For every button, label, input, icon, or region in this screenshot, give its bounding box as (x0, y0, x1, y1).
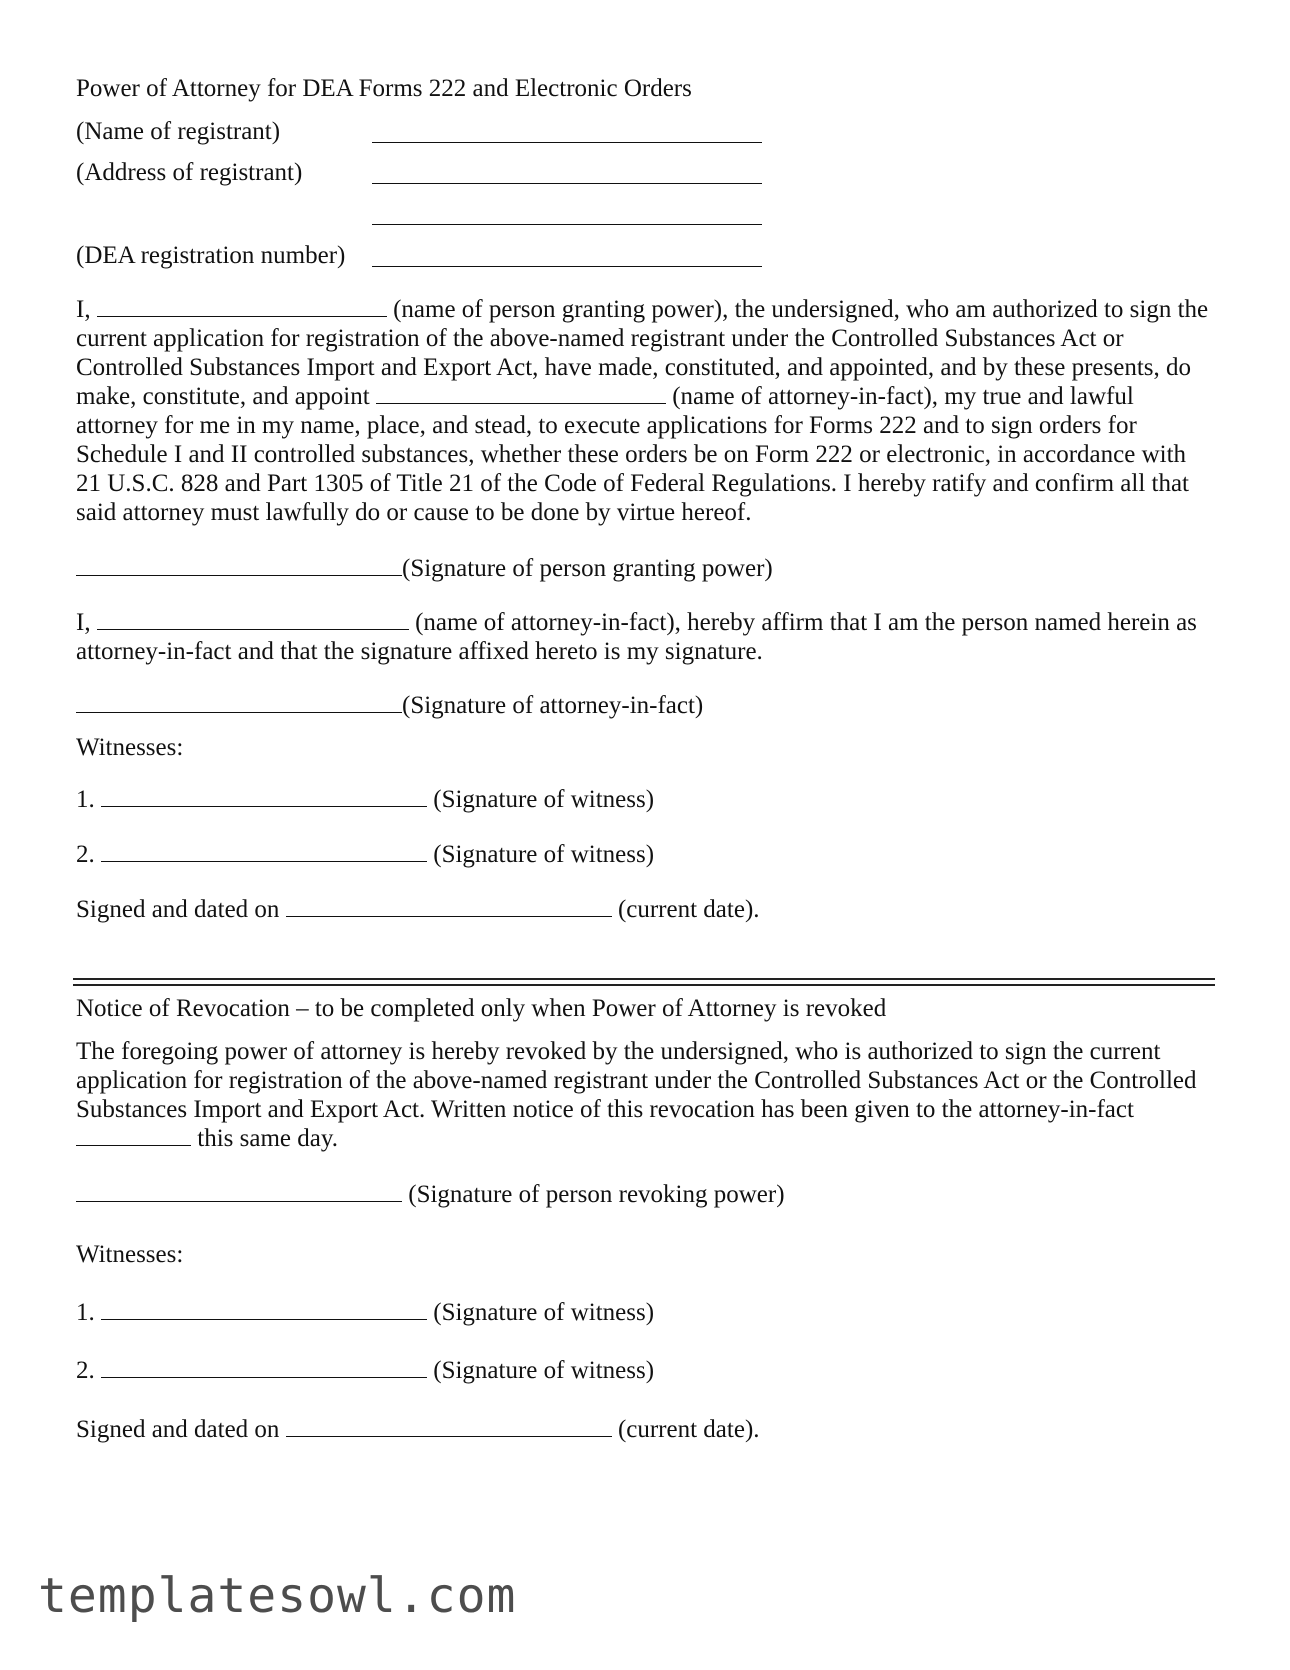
grantor-name-field[interactable] (97, 316, 387, 317)
revocation-notice-field[interactable] (76, 1145, 191, 1146)
revocation-signed-dated-label: Signed and dated on (76, 1416, 280, 1443)
witness-1-number: 1. (76, 786, 95, 813)
signed-dated-row (76, 895, 760, 924)
address-of-registrant-field-line-1[interactable] (372, 183, 762, 184)
signature-attorney-field[interactable] (76, 712, 402, 713)
affirm-prefix: I, (76, 609, 91, 636)
signed-dated-label: Signed and dated on (76, 896, 280, 923)
current-date-label: (current date). (617, 896, 760, 923)
signature-granting-field[interactable] (76, 575, 402, 576)
address-of-registrant-label: (Address of registrant) (76, 159, 303, 186)
signature-attorney-label: (Signature of attorney-in-fact) (402, 692, 704, 719)
witnesses-label: Witnesses: (76, 734, 184, 761)
signature-revoking-field[interactable] (76, 1201, 402, 1202)
grant-prefix: I, (76, 296, 91, 323)
revocation-witness-2-row (76, 1356, 654, 1385)
dea-registration-number-field[interactable] (372, 266, 762, 267)
templatesowl-watermark: templatesowl.com (38, 1568, 517, 1624)
section-divider-top (73, 978, 1215, 980)
signature-revoking-label: (Signature of person revoking power) (408, 1181, 785, 1208)
signature-attorney-row (76, 691, 703, 720)
signature-revoking-row (76, 1180, 785, 1209)
form-title: Power of Attorney for DEA Forms 222 and Electronic Orders (76, 75, 692, 102)
revocation-signed-date-field[interactable] (286, 1436, 612, 1437)
witness-1-row (76, 785, 654, 814)
affirm-paragraph (76, 608, 1216, 666)
name-of-registrant-field[interactable] (372, 142, 762, 143)
revocation-witness-1-number: 1. (76, 1299, 95, 1326)
signature-granting-row (76, 554, 773, 583)
grant-text-2: (name of attorney-in-fact), my true and lawful attorney for me in my name, place, and stead, to execute applications for Forms 222 and to sign orders for Schedule I and II controlled substances, whether these orders be on Form 222 or electronic, in accordance with 21 U.S.C. 828 and Part 1305 of Title 21 of the Code of Federal Regulations. I hereby ratify and confirm all that said attorney must lawfully do or cause to be done by virtue hereof. (76, 383, 1190, 526)
witness-2-row (76, 840, 654, 869)
revocation-body: The foregoing power of attorney is hereby revoked by the undersigned, who is authorized to sign the current application for registration of the above-named registrant under the Controlled Substances Act or the Controlled Substances Import and Export Act. Written notice of this revocation has been given to the attorney-in-fact (76, 1038, 1197, 1123)
witness-2-signature-field[interactable] (101, 861, 427, 862)
dea-registration-number-label: (DEA registration number) (76, 242, 346, 269)
revocation-witness-1-row (76, 1298, 654, 1327)
revocation-witness-1-label: (Signature of witness) (433, 1299, 655, 1326)
signed-date-field[interactable] (286, 916, 612, 917)
revocation-body-end: this same day. (197, 1125, 338, 1152)
address-of-registrant-field-line-2[interactable] (372, 224, 762, 225)
revocation-witness-1-signature-field[interactable] (101, 1319, 427, 1320)
witness-2-number: 2. (76, 841, 95, 868)
revocation-title: Notice of Revocation – to be completed only when Power of Attorney is revoked (76, 995, 887, 1022)
grant-paragraph (76, 295, 1216, 527)
name-of-registrant-label: (Name of registrant) (76, 118, 281, 145)
witness-1-signature-field[interactable] (101, 806, 427, 807)
affirm-text: (name of attorney-in-fact), hereby affirm that I am the person named herein as attorney-in-fact and that the signature affixed hereto is my signature. (76, 609, 1197, 665)
revocation-paragraph (76, 1037, 1216, 1153)
witness-1-label: (Signature of witness) (433, 786, 655, 813)
attorney-in-fact-name-field[interactable] (376, 403, 666, 404)
section-divider-bottom (73, 984, 1215, 986)
revocation-witness-2-label: (Signature of witness) (433, 1357, 655, 1384)
revocation-witness-2-number: 2. (76, 1357, 95, 1384)
witness-2-label: (Signature of witness) (433, 841, 655, 868)
revocation-witnesses-label: Witnesses: (76, 1241, 184, 1268)
revocation-signed-dated-row (76, 1415, 760, 1444)
revocation-current-date-label: (current date). (617, 1416, 760, 1443)
affirm-attorney-name-field[interactable] (97, 629, 409, 630)
revocation-witness-2-signature-field[interactable] (101, 1377, 427, 1378)
grant-text-1: (name of person granting power), the undersigned, who am authorized to sign the current application for registration of the above-named registrant under the Controlled Substances Act or Controlled Substances Import and Export Act, have made, constituted, and appointed, and by these presents, do make, constitute, and appoint (76, 296, 1209, 410)
signature-granting-label: (Signature of person granting power) (402, 555, 773, 582)
